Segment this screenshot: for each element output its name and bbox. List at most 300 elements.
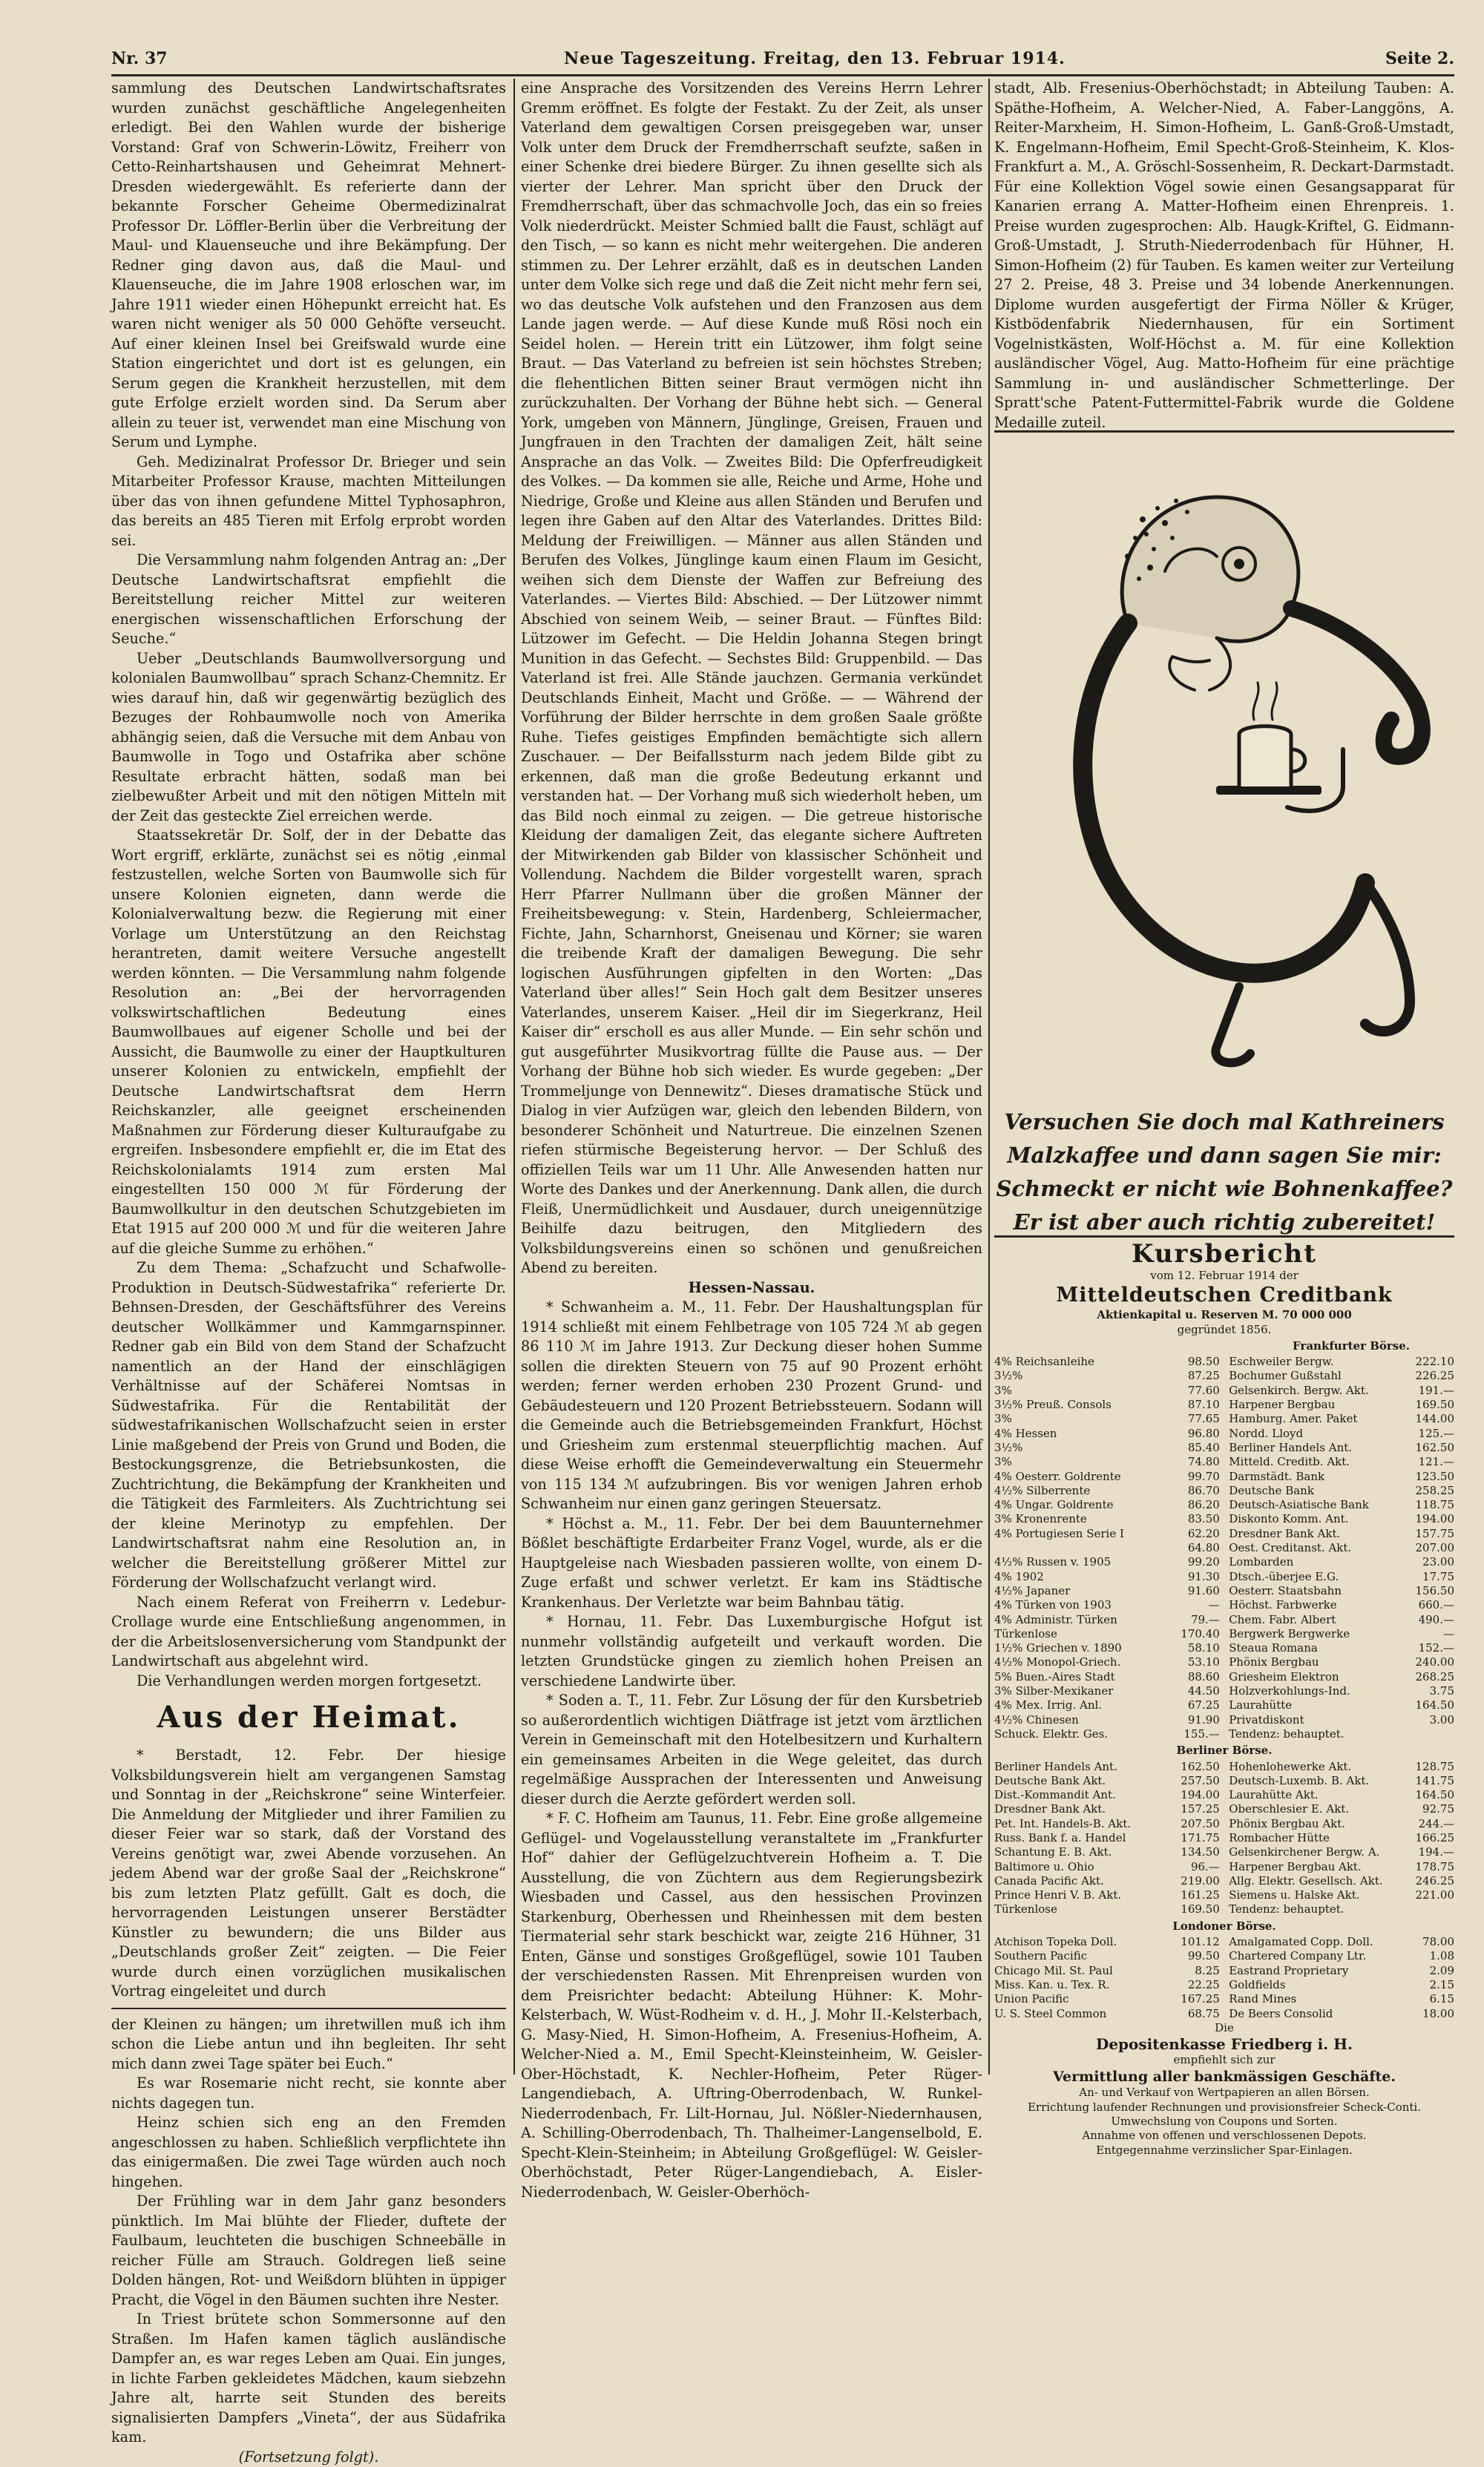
quote-name: Hamburg. Amer. Paket [1229, 1412, 1357, 1426]
quote-value: 134.50 [1181, 1845, 1220, 1859]
quote-value: 91.90 [1188, 1713, 1220, 1727]
quote-value: 194.— [1419, 1845, 1454, 1859]
article-paragraph: * Hornau, 11. Febr. Das Luxemburgische Hofgut ist nunmehr vollständig aufgeteilt und verkauft worden. Die letzten Grundstücke gingen zu ziemlich hohen Preisen an verschiedene Landwirte über. [521, 1612, 982, 1691]
quote-row [994, 1398, 1220, 1412]
quote-value: 17.75 [1422, 1570, 1454, 1584]
quote-name: Dresdner Bank Akt. [1229, 1527, 1340, 1541]
market-report [994, 1239, 1454, 2158]
quote-value: 207.00 [1416, 1541, 1455, 1555]
quote-value: 157.25 [1181, 1802, 1220, 1816]
quote-row [994, 1698, 1220, 1712]
quote-name: 4½% Japaner [994, 1584, 1070, 1598]
quote-row [994, 1584, 1220, 1598]
quote-value: 123.50 [1416, 1470, 1455, 1484]
quote-value: 226.25 [1416, 1369, 1455, 1383]
quote-name: 4% Portugiesen Serie I [994, 1527, 1124, 1541]
quote-name: 3% [994, 1412, 1012, 1426]
quote-name: 3½% Preuß. Consols [994, 1398, 1112, 1412]
quote-row [1229, 1860, 1454, 1874]
quote-value: 91.30 [1188, 1570, 1220, 1584]
quote-name: Türkenlose [994, 1627, 1057, 1641]
quote-row [994, 1860, 1220, 1874]
quote-name: 4½% Monopol-Griech. [994, 1655, 1120, 1669]
quote-row [994, 1384, 1220, 1398]
issue-number: Nr. 37 [111, 49, 168, 68]
quote-name: Darmstädt. Bank [1229, 1470, 1324, 1484]
quote-value: 162.50 [1416, 1441, 1455, 1455]
quote-value: 96.— [1191, 1860, 1220, 1874]
quote-name: Baltimore u. Ohio [994, 1860, 1094, 1874]
column-1 [111, 79, 506, 2082]
quote-value: 156.50 [1416, 1584, 1455, 1598]
quote-value: 83.50 [1188, 1512, 1220, 1526]
article-paragraph: stadt, Alb. Fresenius-Oberhöchstadt; in Abteilung Tauben: A. Späthe-Hofheim, A. Welcher-Nied, A. Faber-Langgöns, A. Reiter-Marxheim, H. Simon-Hofheim, L. Ganß-Groß-Umstadt, K. Engelmann-Hofheim, Emil Specht-Groß-Steinheim, K. Klos-Frankfurt a. M., A. Gröschl-Sossenheim, R. Deckart-Darmstadt. Für eine Kollektion Vögel sowie einen Gesangsapparat für Kanarien errang A. Matter-Hofheim einen Ehrenpreis. 1. Preise wurden zugesprochen: Alb. Haugk-Kriftel, G. Eidmann-Groß-Umstadt, J. Struth-Niederrodenbach für Hühner, H. Simon-Hofheim (2) für Tauben. Es kamen weiter zur Verteilung 27 2. Preise, 48 3. Preise und 34 lobende Anerkennungen. Diplome wurden ausgefertigt der Firma Nöller & Krüger, Kistbödenfabrik Niedernhausen, für ein Sortiment Vogelnistkästen, Wolf-Höchst a. M. für eine Kollektion ausländischer Vögel, Aug. Matto-Hofheim für eine prächtige Sammlung in- und ausländischer Schmetterlinge. Der Spratt'sche Patent-Futtermittel-Fabrik wurde die Goldene Medaille zuteil. [994, 79, 1454, 433]
quote-value: 2.09 [1430, 1964, 1454, 1978]
quote-name: Phönix Bergbau Akt. [1229, 1817, 1345, 1831]
quote-name: Chicago Mil. St. Paul [994, 1964, 1113, 1978]
quote-row [994, 1470, 1220, 1484]
quote-row [994, 1484, 1220, 1498]
depositenkasse-article: Die [994, 2021, 1454, 2035]
quote-name: Phönix Bergbau [1229, 1655, 1319, 1669]
continuation-note: (Fortsetzung folgt). [111, 2448, 506, 2467]
article-paragraph: * F. C. Hofheim am Taunus, 11. Febr. Eine große allgemeine Geflügel- und Vogelausstellung veranstaltete im „Frankfurter Hof“ dahier der Geflügelzuchtverein Hofheim a. T. Die Ausstellung, die von Züchtern aus dem Regierungsbezirk Wiesbaden und Cassel, aus den hessischen Provinzen Starkenburg, Oberhessen und Rheinhessen mit dem besten Tiermaterial sehr stark beschickt war, zeigte 216 Hühner, 31 Enten, Gänse und sonstiges Großgeflügel, sowie 101 Tauben der verschiedensten Rassen. Mit Ehrenpreisen wurden von dem Preisrichter bedacht: Abteilung Hühner: K. Mohr-Kelsterbach, W. Wüst-Rodheim v. d. H., J. Mohr II.-Kelsterbach, G. Masy-Nied, H. Simon-Hofheim, A. Fresenius-Hofheim, A. Welcher-Nied a. M., Emil Specht-Kleinsteinheim, W. Geisler-Ober-Höchstadt, K. Nechler-Hofheim, Peter Rüger-Langendiebach, A. Uftring-Oberrodenbach, W. Runkel-Niederrodenbach, Fr. Lilt-Hornau, Jul. Nößler-Niedernhausen, A. Schilling-Oberrodenbach, Th. Thalheimer-Langenselbold, E. Specht-Klein-Steinheim; in Abteilung Großgeflügel: W. Geisler-Oberhöchstadt, Peter Rüger-Langendiebach, A. Eisler-Niederrodenbach, W. Geisler-Oberhöch- [521, 1809, 982, 2202]
quote-value: 77.60 [1188, 1384, 1220, 1398]
quote-name: 4% Türken von 1903 [994, 1598, 1112, 1612]
quote-name: Canada Pacific Akt. [994, 1874, 1104, 1888]
quote-row [994, 1670, 1220, 1684]
quote-name: 3% [994, 1384, 1012, 1398]
quote-name: Prince Henri V. B. Akt. [994, 1888, 1121, 1902]
quote-name: Eastrand Proprietary [1229, 1964, 1348, 1978]
quote-name: Privatdiskont [1229, 1713, 1304, 1727]
quote-row [994, 1774, 1220, 1788]
quote-value: 169.50 [1416, 1398, 1455, 1412]
quote-row [1229, 1698, 1454, 1712]
quote-name: Russ. Bank f. a. Handel [994, 1831, 1126, 1845]
quote-row [1229, 1713, 1454, 1727]
quote-row [1229, 1760, 1454, 1774]
quote-row [1229, 1613, 1454, 1627]
quote-value: — [1443, 1627, 1454, 1641]
quote-name: 3% Kronenrente [994, 1512, 1087, 1526]
quote-row [1229, 1369, 1454, 1383]
quote-name: Bergwerk Bergwerke [1229, 1627, 1350, 1641]
quote-value: 77.65 [1188, 1412, 1220, 1426]
quote-value: 219.00 [1181, 1874, 1220, 1888]
quote-value: 161.25 [1181, 1888, 1220, 1902]
london-table [994, 1935, 1454, 2021]
quote-name: Harpener Bergbau Akt. [1229, 1860, 1362, 1874]
quote-row [1229, 1541, 1454, 1555]
quote-name: Chem. Fabr. Albert [1229, 1613, 1336, 1627]
bank-capital: Aktienkapital u. Reserven M. 70 000 000 [994, 1308, 1454, 1322]
article-paragraph: * Höchst a. M., 11. Febr. Der bei dem Bauunternehmer Bößlet beschäftigte Erdarbeiter Franz Vogel, wurde, als er die Hauptgeleise nach Wiesbaden passieren wollte, von einem D-Zuge erfaßt und schwer verletzt. Er kam ins Städtische Krankenhaus. Der Verletzte war beim Bahnbau tätig. [521, 1514, 982, 1613]
section-heading: Aus der Heimat. [111, 1698, 506, 1737]
quote-value: 64.80 [1188, 1541, 1220, 1555]
depositenkasse-service-line: Errichtung laufender Rechnungen und provisionsfreier Scheck-Conti. [994, 2100, 1454, 2115]
quote-row [1229, 1384, 1454, 1398]
london-left-column [994, 1935, 1220, 2021]
quote-name: 4% Mex. Irrig. Anl. [994, 1698, 1102, 1712]
frankfurt-heading: Frankfurter Börse. [994, 1339, 1410, 1353]
quote-value: 244.— [1419, 1817, 1454, 1831]
quote-row [994, 1555, 1220, 1569]
serial-paragraph: Der Frühling war in dem Jahr ganz besonders pünktlich. Im Mai blühte der Flieder, duftete der Faulbaum, leuchteten die buschigen Schneebälle in reicher Fülle am Strauch. Goldregen ließ seine Dolden hängen, Rot- und Weißdorn blühten in üppiger Pracht, die Vögel in den Bäumen suchten ihre Nester. [111, 2192, 506, 2310]
quote-value: 53.10 [1188, 1655, 1220, 1669]
quote-value: 155.— [1183, 1727, 1219, 1741]
depositenkasse-title: Depositenkasse Friedberg i. H. [994, 2035, 1454, 2053]
quote-name: Rombacher Hütte [1229, 1831, 1330, 1845]
frankfurt-left-column [994, 1355, 1220, 1741]
quote-value: 194.00 [1181, 1788, 1220, 1802]
berlin-table [994, 1760, 1454, 1917]
quote-value: 191.— [1419, 1384, 1454, 1398]
region-subheading: Hessen-Nassau. [521, 1278, 982, 1298]
depositenkasse-services-heading: Vermittlung aller bankmässigen Geschäfte. [994, 2069, 1454, 2086]
quote-value: 157.75 [1416, 1527, 1455, 1541]
quote-row [994, 1727, 1220, 1741]
quote-row [1229, 1902, 1454, 1916]
quote-row [994, 2007, 1220, 2021]
quote-row [1229, 1641, 1454, 1655]
quote-name: 4% Hessen [994, 1427, 1057, 1441]
quote-value: 257.50 [1181, 1774, 1220, 1788]
quote-value: 207.50 [1181, 1817, 1220, 1831]
quote-name: Dtsch.-überjee E.G. [1229, 1570, 1339, 1584]
quote-row [1229, 1978, 1454, 1992]
article-paragraph: Zu dem Thema: „Schafzucht und Schafwolle-Produktion in Deutsch-Südwestafrika“ referierte Dr. Behnsen-Dresden, der Geschäftsführer des Vereins deutscher Wollkämmer und Kammgarnspinner. Redner gab ein Bild von dem Stand der Schafzucht namentlich an der Hand der einschlägigen Verhältnisse auf der Schäferei Nomtsas in Südwestafrika. Für die Rentabilität der südwestafrikanischen Wollschafzucht seien in erster Linie maßgebend der Preis von Grund und Boden, die Bestockungsgrenze, die Betriebsunkosten, die Zuchtrichtung, die Bekämpfung der Krankheiten und die Tätigkeit des Farmleiters. Als Zuchtrichtung sei der kleine Merinotyp zu empfehlen. Der Landwirtschaftsrat nahm eine Resolution an, in welcher die Bereitstellung größerer Mittel zur Förderung der Wollschafzucht verlangt wird. [111, 1258, 506, 1593]
quote-row [1229, 1598, 1454, 1612]
quote-row [1229, 1512, 1454, 1526]
berlin-heading: Berliner Börse. [994, 1744, 1454, 1758]
quote-row [994, 1978, 1220, 1992]
quote-row [994, 1427, 1220, 1441]
quote-value: 240.00 [1416, 1655, 1455, 1669]
quote-name: 3½% [994, 1441, 1022, 1455]
quote-row [994, 1369, 1220, 1383]
bank-name: Mitteldeutschen Creditbank [994, 1283, 1454, 1308]
article-paragraph: sammlung des Deutschen Landwirtschaftsrates wurden zunächst geschäftliche Angelegenheiten erledigt. Bei den Wahlen wurde der bisherige Vorstand: Graf von Schwerin-Löwitz, Freiherr von Cetto-Reinhartshausen und Geheimrat Mehnert-Dresden wiedergewählt. Es referierte dann der bekannte Forscher Geheime Obermedizinalrat Professor Dr. Löffler-Berlin über die Verbreitung der Maul- und Klauenseuche und ihre Bekämpfung. Der Redner ging davon aus, daß die Maul- und Klauenseuche, die im Jahre 1908 erloschen war, im Jahre 1911 wieder einen Höhepunkt erreicht hat. Es waren nicht weniger als 50 000 Gehöfte verseucht. Auf einer kleinen Insel bei Greifswald wurde eine Station eingerichtet und dort ist es gelungen, ein Serum gegen die Krankheit herzustellen, mit dem gute Erfolge erzielt worden sind. Da Serum aber allein zu teuer ist, verwendet man eine Mischung von Serum und Lymphe. [111, 79, 506, 453]
quote-value: 178.75 [1416, 1860, 1455, 1874]
quote-name: Deutsche Bank Akt. [994, 1774, 1106, 1788]
column-2 [521, 79, 982, 2082]
quote-name: Atchison Topeka Doll. [994, 1935, 1117, 1949]
quote-value: 88.60 [1188, 1670, 1220, 1684]
quote-value: 22.25 [1188, 1978, 1220, 1992]
quote-name: Bochumer Gußstahl [1229, 1369, 1342, 1383]
quote-name: U. S. Steel Common [994, 2007, 1106, 2021]
quote-row [994, 1888, 1220, 1902]
quote-row [1229, 1788, 1454, 1802]
frankfurt-right-column [1229, 1355, 1454, 1741]
quote-name: Oesterr. Staatsbahn [1229, 1584, 1342, 1598]
article-paragraph: Staatssekretär Dr. Solf, der in der Debatte das Wort ergriff, erklärte, zunächst sei es nötig ,einmal festzustellen, welche Sorten von Baumwolle sich für unsere Kolonien eigneten, dann werde die Kolonialverwaltung bezw. die Regierung mit einer Vorlage um Unterstützung an den Reichstag herantreten, damit weitere Versuche angestellt werden könnten. — Die Versammlung nahm folgende Resolution an: „Bei der hervorragenden volkswirtschaftlichen Bedeutung eines Baumwollbaues auf eigener Scholle und bei der Aussicht, die Baumwolle zu einer der Hauptkulturen unserer Kolonien zu entwickeln, empfiehlt der Deutsche Landwirtschaftsrat dem Herrn Reichskanzler, alle geeignet erscheinenden Maßnahmen zur Förderung dieser Kulturaufgabe zu ergreifen. Insbesondere empfiehlt er, die im Etat des Reichskolonialamts 1914 zum ersten Mal eingestellten 150 000 ℳ für Förderung der Baumwollkultur in den deutschen Schutzgebieten im Etat 1915 auf 200 000 ℳ und für die weiteren Jahre auf die gleiche Summe zu erhöhen.“ [111, 826, 506, 1258]
quote-name: Nordd. Lloyd [1229, 1427, 1303, 1441]
quote-name: Siemens u. Halske Akt. [1229, 1888, 1359, 1902]
column-divider-1 [513, 79, 515, 2075]
quote-name: 4% Oesterr. Goldrente [994, 1470, 1121, 1484]
quote-value: 258.25 [1416, 1484, 1455, 1498]
quote-row [994, 1641, 1220, 1655]
quote-row [1229, 1355, 1454, 1369]
quote-name: 4½% Russen v. 1905 [994, 1555, 1111, 1569]
quote-name: Dist.-Kommandit Ant. [994, 1788, 1116, 1802]
quote-row [994, 1788, 1220, 1802]
quote-row [994, 1512, 1220, 1526]
quote-row [994, 1412, 1220, 1426]
quote-row [1229, 1427, 1454, 1441]
quote-value: 23.00 [1422, 1555, 1454, 1569]
quote-name: Union Pacific [994, 1992, 1069, 2006]
quote-name: Höchst. Farbwerke [1229, 1598, 1336, 1612]
quote-value: 194.00 [1416, 1512, 1455, 1526]
quote-value: 96.80 [1188, 1427, 1220, 1441]
quote-name: Amalgamated Copp. Doll. [1229, 1935, 1373, 1949]
quote-row [994, 1570, 1220, 1584]
quote-row [994, 1655, 1220, 1669]
quote-row [994, 1627, 1220, 1641]
quote-value: 87.25 [1188, 1369, 1220, 1383]
ad-top-rule [994, 430, 1454, 433]
quote-name: Miss. Kan. u. Tex. R. [994, 1978, 1109, 1992]
quote-value: 170.40 [1181, 1627, 1220, 1641]
quote-row [1229, 1441, 1454, 1455]
quote-row [994, 1949, 1220, 1963]
quote-name: 3% [994, 1455, 1012, 1469]
quote-value: 660.— [1419, 1598, 1454, 1612]
quote-value: 167.25 [1181, 1992, 1220, 2006]
quote-row [994, 1441, 1220, 1455]
quote-row [994, 1802, 1220, 1816]
quote-row [994, 1964, 1220, 1978]
quote-name: Rand Mines [1229, 1992, 1296, 2006]
article-paragraph: * Soden a. T., 11. Febr. Zur Lösung der für den Kursbetrieb so außerordentlich wichtigen Diätfrage ist jetzt vom ärztlichen Verein in Gemeinschaft mit den Hotelbesitzern und Kurhaltern ein gemeinsames Arbeiten in die Wege geleitet, das durch regelmäßige Aussprachen der Interessenten und Anweisung dieser durch die Aerzte gefördert werden soll. [521, 1691, 982, 1809]
quote-row [1229, 1774, 1454, 1788]
quote-row [1229, 1584, 1454, 1598]
quote-row [994, 1355, 1220, 1369]
quote-row [1229, 1655, 1454, 1669]
quote-row [994, 1527, 1220, 1541]
depositenkasse-ad [994, 2021, 1454, 2158]
depositenkasse-service-line: An- und Verkauf von Wertpapieren an allen Börsen. [994, 2086, 1454, 2100]
london-right-column [1229, 1935, 1454, 2021]
quote-value: 91.60 [1188, 1584, 1220, 1598]
quote-row [994, 1831, 1220, 1845]
quote-value: 86.70 [1188, 1484, 1220, 1498]
quote-row [994, 1874, 1220, 1888]
quote-value: 125.— [1419, 1427, 1454, 1441]
quote-row [1229, 1992, 1454, 2006]
masthead-title: Neue Tageszeitung. Freitag, den 13. Februar 1914. [564, 49, 1066, 68]
serial-paragraph: In Triest brütete schon Sommersonne auf den Straßen. Im Hafen kamen täglich ausländische Dampfer an, es war reges Leben am Quai. Ein junges, in lichte Farben gekleidetes Mädchen, kaum siebzehn Jahre alt, harrte seit Stunden des bereits signalisierten Dampfers „Vineta“, der aus Südafrika kam. [111, 2310, 506, 2448]
quote-name: Türkenlose [994, 1902, 1057, 1916]
quote-name: 5% Buen.-Aires Stadt [994, 1670, 1115, 1684]
quote-value: 87.10 [1188, 1398, 1220, 1412]
quote-value: 78.00 [1422, 1935, 1454, 1949]
quote-row [1229, 1627, 1454, 1641]
serial-paragraph: der Kleinen zu hängen; um ihretwillen muß ich ihm schon die Liebe antun und ihn begleiten. Ihr seht mich dann zwei Tage später bei Euch.“ [111, 2015, 506, 2075]
quote-value: 164.50 [1416, 1788, 1455, 1802]
quote-value: 58.10 [1188, 1641, 1220, 1655]
quote-value: 246.25 [1416, 1874, 1455, 1888]
quote-row [1229, 1874, 1454, 1888]
quote-name: Deutsch-Asiatische Bank [1229, 1498, 1369, 1512]
quote-row [994, 1498, 1220, 1512]
quote-name: 4% Reichsanleihe [994, 1355, 1094, 1369]
quote-name: Laurahütte Akt. [1229, 1788, 1318, 1802]
quote-name: Diskonto Komm. Ant. [1229, 1512, 1348, 1526]
column-divider-2 [988, 79, 990, 2075]
quote-name: Griesheim Elektron [1229, 1670, 1339, 1684]
quote-value: 92.75 [1422, 1802, 1454, 1816]
quote-value: — [1209, 1598, 1220, 1612]
feuilleton-rule [111, 2008, 506, 2009]
quote-value: 490.— [1419, 1613, 1454, 1627]
article-paragraph: Die Verhandlungen werden morgen fortgesetzt. [111, 1672, 506, 1692]
quote-name: Mitteld. Creditb. Akt. [1229, 1455, 1350, 1469]
quote-value: 3.00 [1430, 1713, 1454, 1727]
quote-value: 18.00 [1422, 2007, 1454, 2021]
quote-value: 268.25 [1416, 1670, 1455, 1684]
quote-name: 1½% Griechen v. 1890 [994, 1641, 1122, 1655]
quote-name: Allg. Elektr. Gesellsch. Akt. [1229, 1874, 1382, 1888]
quote-row [1229, 1570, 1454, 1584]
quote-value: 2.15 [1430, 1978, 1454, 1992]
quote-value: 8.25 [1195, 1964, 1219, 1978]
header-rule [111, 74, 1454, 76]
column-3-text [994, 79, 1454, 427]
quote-value: 67.25 [1188, 1698, 1220, 1712]
kathreiner-ad-illustration [994, 438, 1439, 1091]
quote-value: 44.50 [1188, 1684, 1220, 1698]
quote-name: 4% 1902 [994, 1570, 1044, 1584]
quote-row [1229, 1935, 1454, 1949]
quote-value: 6.15 [1430, 1992, 1454, 2006]
quote-name: 4½% Silberrente [994, 1484, 1090, 1498]
quote-name: De Beers Consolid [1229, 2007, 1333, 2021]
quote-row [1229, 1802, 1454, 1816]
quote-value: 128.75 [1416, 1760, 1455, 1774]
quote-value: 162.50 [1181, 1760, 1220, 1774]
quote-row [1229, 1670, 1454, 1684]
quote-name: Chartered Company Ltr. [1229, 1949, 1366, 1963]
quote-name: Harpener Bergbau [1229, 1398, 1335, 1412]
quote-value: 99.20 [1188, 1555, 1220, 1569]
quote-row [1229, 1455, 1454, 1469]
quote-row [994, 1684, 1220, 1698]
quote-name: Laurahütte [1229, 1698, 1292, 1712]
page-number: Seite 2. [1385, 49, 1454, 68]
quote-value: 141.75 [1416, 1774, 1455, 1788]
quote-row [1229, 1964, 1454, 1978]
quote-value: 169.50 [1181, 1902, 1220, 1916]
quote-name: Schuck. Elektr. Ges. [994, 1727, 1108, 1741]
depositenkasse-recommend: empfiehlt sich zur [994, 2053, 1454, 2067]
quote-row [994, 1541, 1220, 1555]
quote-value: 86.20 [1188, 1498, 1220, 1512]
quote-name: Tendenz: behauptet. [1229, 1902, 1344, 1916]
quote-row [1229, 1484, 1454, 1498]
market-top-rule [994, 1235, 1454, 1238]
quote-value: 3.75 [1430, 1684, 1454, 1698]
quote-name: 3½% [994, 1369, 1022, 1383]
article-paragraph: * Schwanheim a. M., 11. Febr. Der Haushaltungsplan für 1914 schließt mit einem Fehlbetrage von 105 724 ℳ ab gegen 86 110 ℳ im Jahre 1913. Zur Deckung dieser hohen Summe sollen die direkten Steuern von 75 auf 90 Prozent erhöht werden; ferner werden erhoben 230 Prozent Grund- und Gebäudesteuern und 120 Prozent Betriebssteuern. Sodann will die Gemeinde auch die Betriebsgemeinden Frankfurt, Höchst und Griesheim zum erstenmal steuerpflichtig machen. Auf diese Weise erhofft die Gemeindeverwaltung ein Steuermehr von 115 134 ℳ aufzubringen. Bis vor wenigen Jahren erhob Schwanheim nur einen ganz geringen Steuersatz. [521, 1298, 982, 1514]
market-title: Kursbericht [994, 1239, 1454, 1269]
quote-value: 221.00 [1416, 1888, 1455, 1902]
quote-row [1229, 1527, 1454, 1541]
quote-name: Deutsch-Luxemb. B. Akt. [1229, 1774, 1369, 1788]
quote-name: Berliner Handels Ant. [994, 1760, 1117, 1774]
quote-row [1229, 1845, 1454, 1859]
quote-row [1229, 2007, 1454, 2021]
depositenkasse-services [994, 2086, 1454, 2157]
quote-value: 144.00 [1416, 1412, 1455, 1426]
quote-name: Goldfields [1229, 1978, 1285, 1992]
quote-row [994, 1935, 1220, 1949]
quote-value: 98.50 [1188, 1355, 1220, 1369]
quote-name: Southern Pacific [994, 1949, 1087, 1963]
quote-value: 79.— [1191, 1613, 1220, 1627]
quote-row [1229, 1831, 1454, 1845]
quote-name: Dresdner Bank Akt. [994, 1802, 1106, 1816]
quote-value: 99.70 [1188, 1470, 1220, 1484]
quote-value: 118.75 [1416, 1498, 1455, 1512]
quote-name: Berliner Handels Ant. [1229, 1441, 1352, 1455]
quote-row [1229, 1555, 1454, 1569]
quote-name: Deutsche Bank [1229, 1484, 1314, 1498]
quote-name: Pet. Int. Handels-B. Akt. [994, 1817, 1131, 1831]
london-heading: Londoner Börse. [994, 1919, 1454, 1934]
article-paragraph: * Berstadt, 12. Febr. Der hiesige Volksbildungsverein hielt am vergangenen Samstag und Sonntag in der „Reichskrone“ seine Winterfeier. Die Anmeldung der Mitglieder und ihrer Familien zu dieser Feier war so stark, daß der Vorstand des Vereins genötigt war, zwei Abende vorzusehen. An jedem Abend war der große Saal der „Reichskrone“ bis zum letzten Platz gefüllt. Galt es doch, die hervorragenden Leistungen unserer Berstädter Künstler zu bewundern; die uns Bilder aus „Deutschlands großer Zeit“ zeigten. — Die Feier wurde durch einen vorzüglichen musikalischen Vortrag eingeleitet und durch [111, 1746, 506, 2002]
quote-row [1229, 1470, 1454, 1484]
quote-name: 4% Ungar. Goldrente [994, 1498, 1114, 1512]
quote-name: Eschweiler Bergw. [1229, 1355, 1333, 1369]
quote-name: 4% Administr. Türken [994, 1613, 1117, 1627]
quote-name: Gelsenkirchener Bergw. A. [1229, 1845, 1379, 1859]
quote-name: Oest. Creditanst. Akt. [1229, 1541, 1351, 1555]
quote-value: 68.75 [1188, 2007, 1220, 2021]
serial-paragraph: Es war Rosemarie nicht recht, sie konnte aber nichts dagegen tun. [111, 2074, 506, 2113]
quote-name: Holzverkohlungs-Ind. [1229, 1684, 1350, 1698]
quote-value: 121.— [1419, 1455, 1454, 1469]
quote-value: 222.10 [1416, 1355, 1455, 1369]
quote-row [1229, 1498, 1454, 1512]
quote-row [1229, 1727, 1454, 1741]
quote-row [1229, 1684, 1454, 1698]
berlin-right-column [1229, 1760, 1454, 1917]
quote-row [1229, 1817, 1454, 1831]
quote-row [1229, 1888, 1454, 1902]
quote-name: Tendenz: behauptet. [1229, 1727, 1344, 1741]
article-paragraph: Nach einem Referat von Freiherrn v. Ledebur-Crollage wurde eine Entschließung angenommen, in der die Arbeitslosenversicherung vom Standpunkt der Landwirtschaft aus abgelehnt wird. [111, 1593, 506, 1672]
market-date: vom 12. Februar 1914 der [994, 1269, 1454, 1283]
depositenkasse-service-line: Umwechslung von Coupons und Sorten. [994, 2115, 1454, 2129]
quote-name: Gelsenkirch. Bergw. Akt. [1229, 1384, 1369, 1398]
quote-row [1229, 1398, 1454, 1412]
page-header [111, 45, 1454, 76]
berlin-left-column [994, 1760, 1220, 1917]
quote-row [994, 1992, 1220, 2006]
quote-value: 164.50 [1416, 1698, 1455, 1712]
quote-row [994, 1598, 1220, 1612]
quote-value: 62.20 [1188, 1527, 1220, 1541]
quote-row [994, 1817, 1220, 1831]
quote-value: 85.40 [1188, 1441, 1220, 1455]
quote-name: Steaua Romana [1229, 1641, 1318, 1655]
quote-value: 99.50 [1188, 1949, 1220, 1963]
quote-row [994, 1845, 1220, 1859]
